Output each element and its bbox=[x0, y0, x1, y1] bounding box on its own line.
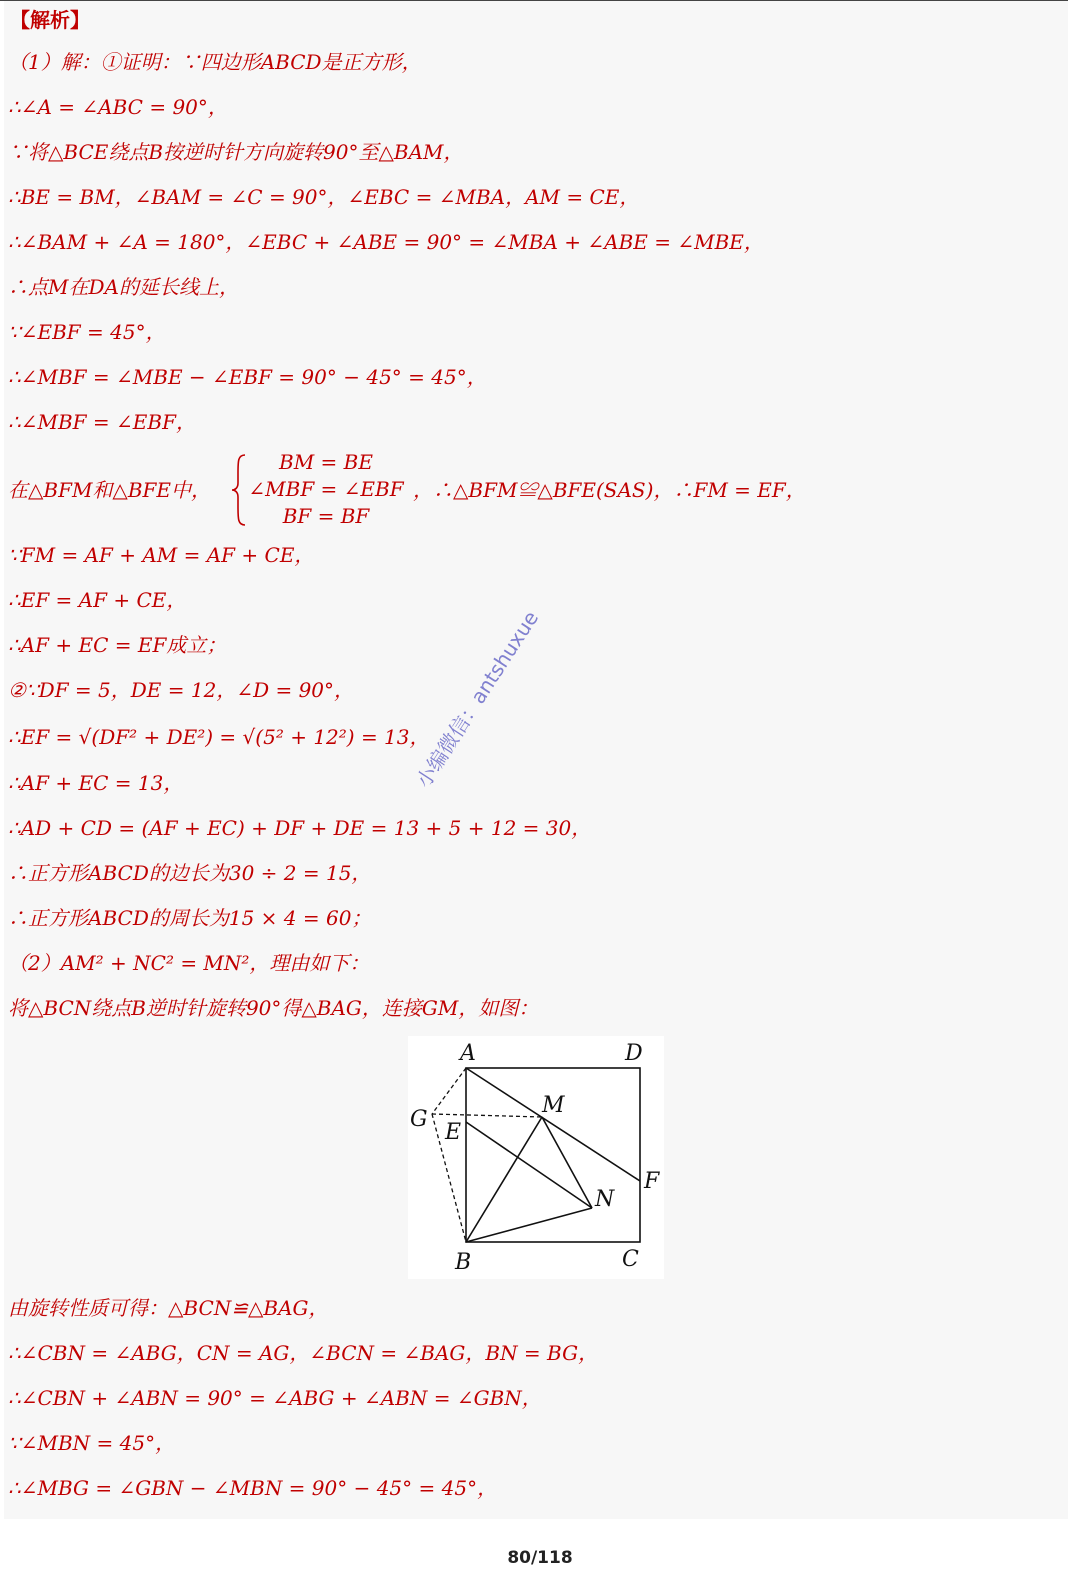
solution-line: ∴AF + EC = 13， bbox=[8, 771, 184, 795]
watermark: 小编微信：antshuxue bbox=[411, 606, 544, 792]
solution-line: （1）解：①证明：∵四边形ABCD是正方形， bbox=[8, 50, 422, 74]
solution-line: ∴∠CBN = ∠ABG，CN = AG，∠BCN = ∠BAG，BN = BG， bbox=[8, 1341, 599, 1365]
solution-line: ∴AF + EC = EF成立； bbox=[8, 633, 227, 657]
solution-line: ∴点M在DA的延长线上， bbox=[8, 275, 239, 299]
dashed-gm bbox=[432, 1114, 542, 1117]
solution-line: ∴EF = AF + CE， bbox=[8, 588, 187, 612]
solution-line: ∴BE = BM，∠BAM = ∠C = 90°，∠EBC = ∠MBA，AM = CE， bbox=[8, 185, 640, 209]
solution-line: ②∵DF = 5，DE = 12，∠D = 90°， bbox=[8, 678, 355, 702]
label-f: F bbox=[644, 1169, 660, 1194]
segment-mn bbox=[542, 1117, 592, 1208]
segment-bn bbox=[466, 1208, 592, 1242]
geometry-figure bbox=[408, 1036, 664, 1279]
label-d: D bbox=[625, 1041, 643, 1066]
solution-line: 将△BCN绕点B逆时针旋转90°得△BAG，连接GM，如图： bbox=[8, 996, 539, 1020]
solution-line: ∵∠MBN = 45°， bbox=[8, 1431, 176, 1455]
solution-line: ∴∠MBG = ∠GBN − ∠MBN = 90° − 45° = 45°， bbox=[8, 1476, 498, 1500]
segment-af bbox=[466, 1068, 640, 1181]
system-conclusion: ，∴△BFM≌△BFE(SAS)，∴FM = EF， bbox=[413, 478, 806, 502]
solution-line: ∴正方形ABCD的边长为30 ÷ 2 = 15， bbox=[8, 861, 372, 885]
solution-line: ∴EF = √(DF² + DE²) = √(5² + 12²) = 13， bbox=[8, 725, 430, 749]
solution-line: 由旋转性质可得：△BCN≌△BAG， bbox=[8, 1296, 329, 1320]
solution-line: ∴∠MBF = ∠EBF， bbox=[8, 410, 196, 434]
system-lead: 在△BFM和△BFE中， bbox=[8, 478, 211, 502]
system-equation: BF = BF bbox=[282, 504, 370, 528]
segment-bm bbox=[466, 1117, 542, 1242]
equation-system bbox=[8, 449, 908, 531]
label-b: B bbox=[455, 1250, 472, 1275]
section-heading: 【解析】 bbox=[10, 8, 90, 32]
dashed-ag bbox=[432, 1068, 466, 1114]
solution-line: ∴∠CBN + ∠ABN = 90° = ∠ABG + ∠ABN = ∠GBN， bbox=[8, 1386, 542, 1410]
label-a: A bbox=[460, 1041, 476, 1066]
solution-line: （2）AM² + NC² = MN²，理由如下： bbox=[8, 951, 370, 975]
page-number: 80/118 bbox=[507, 1548, 573, 1568]
square-rotation-diagram bbox=[408, 1036, 664, 1279]
solution-line: ∴AD + CD = (AF + EC) + DF + DE = 13 + 5 + 12 = 30， bbox=[8, 816, 592, 840]
solution-line: ∵∠EBF = 45°， bbox=[8, 320, 166, 344]
solution-line: ∴∠BAM + ∠A = 180°，∠EBC + ∠ABE = 90° = ∠MBA + ∠ABE = ∠MBE， bbox=[8, 230, 764, 254]
system-equation: ∠MBF = ∠EBF bbox=[248, 477, 404, 501]
solution-line: ∴∠A = ∠ABC = 90°， bbox=[8, 95, 228, 119]
solution-line: ∴∠MBF = ∠MBE − ∠EBF = 90° − 45° = 45°， bbox=[8, 365, 487, 389]
solution-line: ∵将△BCE绕点B按逆时针方向旋转90°至△BAM， bbox=[8, 140, 464, 164]
solution-line: ∵FM = AF + AM = AF + CE， bbox=[8, 543, 315, 567]
label-m: M bbox=[542, 1093, 565, 1118]
solution-line: ∴正方形ABCD的周长为15 × 4 = 60； bbox=[8, 906, 372, 930]
label-e: E bbox=[445, 1120, 462, 1145]
segment-en bbox=[466, 1122, 592, 1208]
label-g: G bbox=[410, 1107, 428, 1132]
system-equation: BM = BE bbox=[279, 450, 373, 474]
label-n: N bbox=[595, 1187, 615, 1212]
label-c: C bbox=[622, 1247, 639, 1272]
